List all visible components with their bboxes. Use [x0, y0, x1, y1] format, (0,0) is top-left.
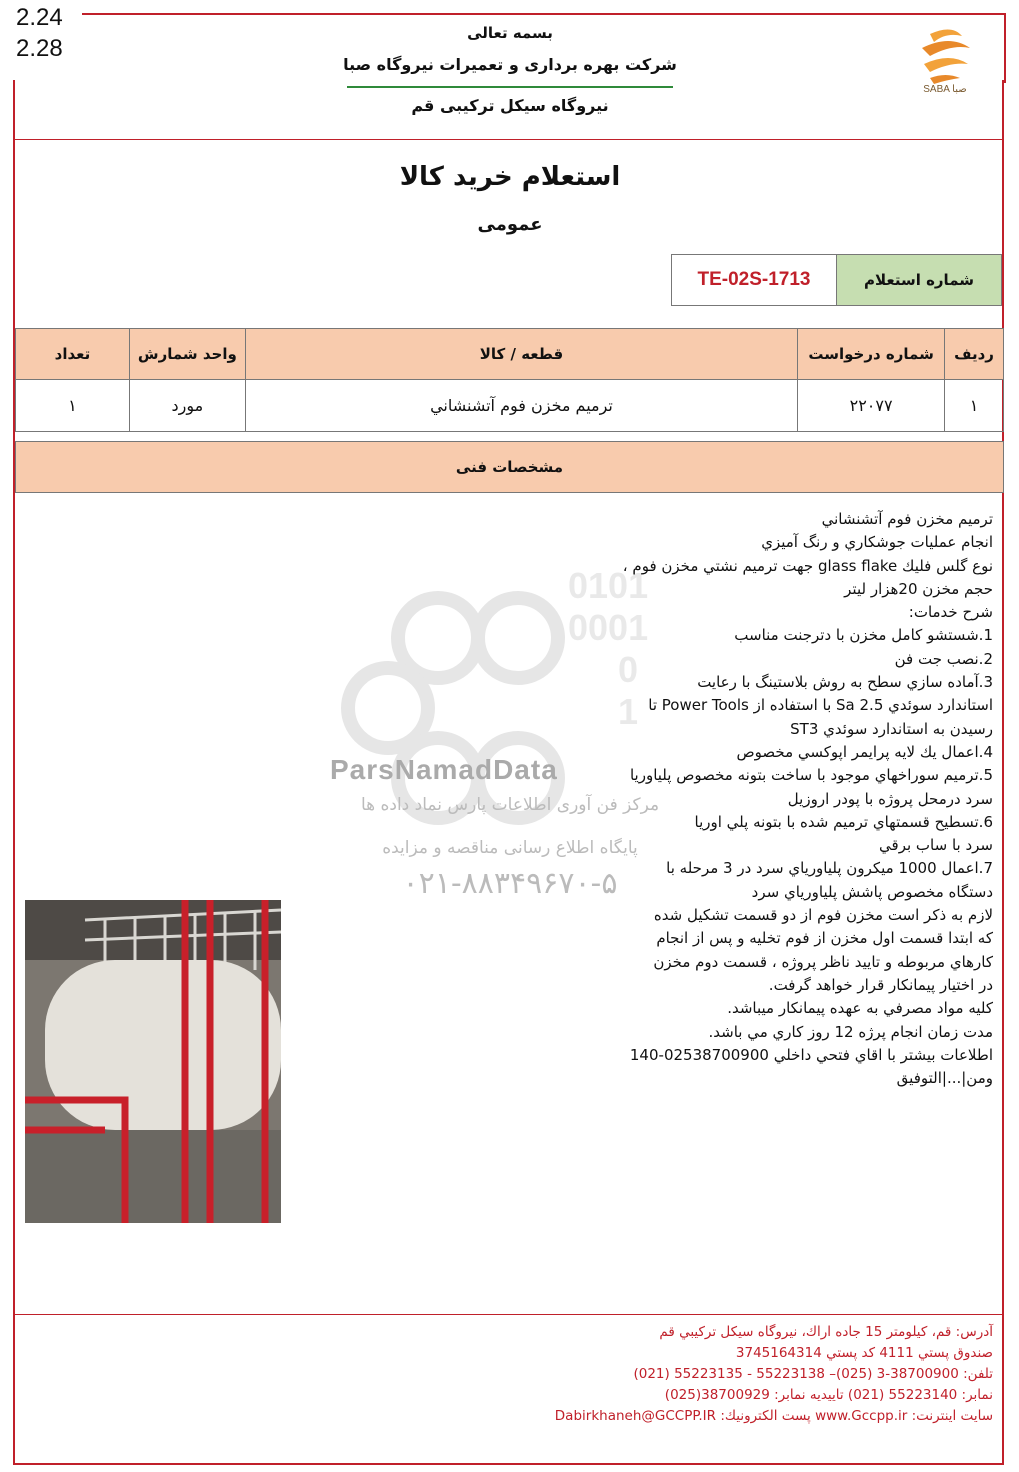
- svg-text:1: 1: [618, 691, 639, 732]
- watermark-line1: مرکز فن آوری اطلاعات پارس نماد داده ها: [360, 795, 660, 815]
- header-divider: [15, 139, 1004, 140]
- spec-line: دستگاه مخصوص پاشش پلياورياي سرد: [751, 882, 993, 901]
- spec-line: كارهاي مربوطه و تاييد ناظر پروژه ، قسمت دوم مخزن: [653, 952, 993, 971]
- inquiry-number-value: TE-02S-1713: [671, 254, 837, 306]
- header-item: قطعه / کالا: [245, 329, 797, 380]
- watermark-line2: پایگاه اطلاع رسانی مناقصه و مزایده: [382, 838, 638, 858]
- document-title: استعلام خرید کالا: [399, 162, 621, 192]
- logo-text: SABA صبا: [923, 84, 967, 95]
- cell-row-number: ۱: [945, 380, 1004, 432]
- frame-top-right-edge: [1004, 13, 1006, 83]
- corner-number-1: 2.24: [16, 4, 63, 31]
- tank-photo: [25, 900, 281, 1223]
- footer-divider: [15, 1314, 1004, 1315]
- header-quantity: تعداد: [16, 329, 130, 380]
- footer-contact: [273, 1322, 993, 1427]
- basmala: بسمه تعالی: [467, 24, 553, 42]
- spec-line: استاندارد سوئدي Sa 2.5 با استفاده از Power Tools تا: [648, 696, 993, 715]
- spec-line: 4.اعمال يك لايه پرايمر اپوكسي مخصوص: [736, 742, 993, 761]
- spec-line: در اختيار پيمانكار قرار خواهد گرفت.: [768, 975, 993, 994]
- cell-unit: مورد: [129, 380, 245, 432]
- spec-line: 3.آماده سازي سطح به روش بلاستينگ با رعايت: [697, 673, 993, 692]
- watermark-brand: ParsNamadData: [330, 754, 558, 785]
- spec-line: سرد درمحل پروژه با پودر اروزيل: [787, 789, 993, 808]
- spec-line: 5.ترميم سوراخهاي موجود با ساخت بتونه مخصوص پلياوريا: [629, 766, 993, 785]
- watermark-phone: ۰۲۱-۸۸۳۴۹۶۷۰-۵: [402, 866, 618, 901]
- footer-address: آدرس: قم، كيلومتر 15 جاده اراك، نيروگاه سيكل تركيبي قم: [659, 1324, 993, 1340]
- cell-request-number: ۲۲۰۷۷: [798, 380, 945, 432]
- svg-text:0001: 0001: [568, 607, 649, 648]
- header-unit: واحد شمارش: [129, 329, 245, 380]
- svg-text:0101: 0101: [568, 568, 649, 606]
- spec-line: رسيدن به استاندارد سوئدي ST3: [790, 719, 993, 738]
- cell-quantity: ۱: [16, 380, 130, 432]
- plant-name: نیروگاه سیکل ترکیبی قم: [411, 96, 609, 115]
- spec-heading: مشخصات فنی: [15, 441, 1004, 493]
- header-row-number: ردیف: [945, 329, 1004, 380]
- footer-phone: تلفن: 38700900-3 (025)– 55223138 - 55223135 (021): [633, 1366, 993, 1382]
- document-subtitle: عمومی: [477, 214, 543, 235]
- footer-postal: صندوق پستي 4111 كد پستي 3745164314: [735, 1345, 993, 1361]
- spec-line: 1.شستشو كامل مخزن با دترجنت مناسب: [734, 626, 993, 645]
- table-row: [16, 380, 1004, 432]
- company-name: شرکت بهره برداری و تعمیرات نیروگاه صبا: [343, 55, 677, 74]
- spec-line: نوع گلس فليك glass flake جهت ترميم نشتي مخزن فوم ،: [622, 556, 993, 575]
- spec-line: انجام عمليات جوشكاري و رنگ آميزي: [761, 533, 993, 552]
- footer-web-email: سايت اينترنت: www.Gccpp.ir پست الكترونيك: Dabirkhaneh@GCCPP.IR: [554, 1408, 993, 1424]
- spec-line: ومن|...|التوفيق: [896, 1069, 993, 1088]
- spec-line: كليه مواد مصرفي به عهده پيمانكار ميباشد.: [727, 999, 993, 1018]
- bottom-border: [15, 1463, 1004, 1465]
- spec-line: مدت زمان انجام پرژه 12 روز كاري مي باشد.: [708, 1022, 993, 1041]
- spec-line: 2.نصب جت فن: [894, 649, 993, 668]
- header-request-number: شماره درخواست: [798, 329, 945, 380]
- spec-line: اطلاعات بيشتر با اقاي فتحي داخلي 02538700900-140: [629, 1045, 993, 1064]
- company-underline: [347, 86, 673, 88]
- cell-item: ترميم مخزن فوم آتشنشاني: [245, 380, 797, 432]
- spec-line: سرد با ساب برقي: [879, 836, 993, 855]
- spec-line: حجم مخزن 20هزار ليتر: [844, 579, 993, 598]
- inquiry-number-label: شماره استعلام: [836, 254, 1002, 306]
- items-table: [15, 328, 1004, 432]
- footer-fax: نمابر: 55223140 (021) تاييديه نمابر: 38700929(025): [664, 1387, 993, 1403]
- top-border: [82, 13, 1004, 15]
- spec-line: كه ابتدا قسمت اول مخزن از فوم تخليه و پس از انجام: [656, 929, 993, 948]
- items-table-header: [16, 329, 1004, 380]
- spec-line: 6.تسطيح قسمتهاي ترميم شده با بتونه پلي اوريا: [694, 812, 993, 831]
- spec-line: 7.اعمال 1000 ميكرون پلياورياي سرد در 3 مرحله با: [666, 859, 993, 878]
- spec-text: [293, 508, 993, 1090]
- spec-line: ترميم مخزن فوم آتشنشاني: [821, 510, 993, 528]
- spec-line: لازم به ذكر است مخزن فوم از دو قسمت تشكيل شده: [653, 906, 993, 925]
- spec-line: شرح خدمات:: [908, 603, 993, 622]
- corner-numbers: [16, 2, 63, 64]
- saba-logo-icon: [900, 20, 990, 110]
- corner-number-2: 2.28: [16, 35, 63, 62]
- svg-text:0: 0: [618, 649, 639, 690]
